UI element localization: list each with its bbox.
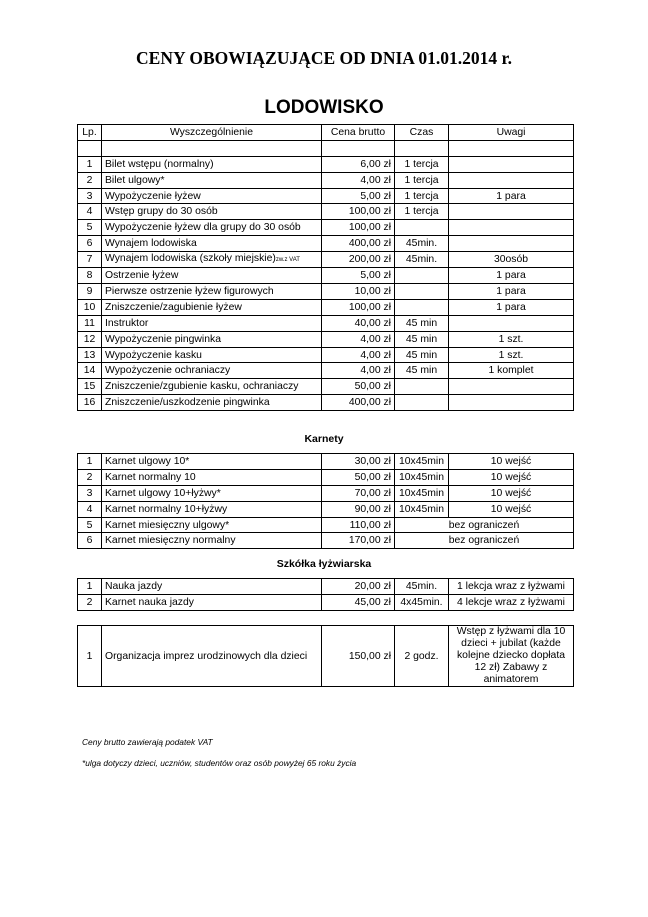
row-lp: 1 — [78, 454, 102, 470]
row-note: Wstęp z łyżwami dla 10 dzieci + jubilat (każde kolejne dziecko dopłata 12 zł) Zabawy z animatorem — [449, 626, 574, 687]
row-name: Bilet wstępu (normalny) — [102, 156, 322, 172]
table-row — [78, 579, 574, 595]
row-name: Pierwsze ostrzenie łyżew figurowych — [102, 284, 322, 300]
row-note — [449, 315, 574, 331]
row-lp: 9 — [78, 284, 102, 300]
row-note: 10 wejść — [449, 485, 574, 501]
table-row — [78, 204, 574, 220]
row-name: Karnet ulgowy 10+łyżwy* — [102, 485, 322, 501]
row-time: 10x45min — [395, 469, 449, 485]
row-time: 45 min — [395, 347, 449, 363]
table-header-row — [78, 125, 574, 141]
row-time: 2 godz. — [395, 626, 449, 687]
row-note: 1 szt. — [449, 347, 574, 363]
table-row — [78, 347, 574, 363]
row-lp: 2 — [78, 594, 102, 610]
price-table-szkolka — [77, 578, 574, 611]
row-name: Instruktor — [102, 315, 322, 331]
row-lp: 2 — [78, 172, 102, 188]
row-note: bez ograniczeń — [395, 517, 574, 533]
row-name: Karnet miesięczny normalny — [102, 533, 322, 549]
table-row — [78, 363, 574, 379]
row-lp: 1 — [78, 626, 102, 687]
row-name-text: Wynajem lodowiska (szkoły miejskie) — [105, 253, 276, 265]
header-price: Cena brutto — [322, 125, 395, 141]
row-price: 110,00 zł — [322, 517, 395, 533]
table-row — [78, 626, 574, 687]
footnote-vat: Ceny brutto zawierają podatek VAT — [82, 737, 213, 747]
header-name: Wyszczególnienie — [102, 125, 322, 141]
row-price: 100,00 zł — [322, 220, 395, 236]
row-note: 10 wejść — [449, 454, 574, 470]
row-price: 50,00 zł — [322, 379, 395, 395]
row-note — [449, 220, 574, 236]
row-note: 30osób — [449, 252, 574, 268]
row-price: 4,00 zł — [322, 331, 395, 347]
row-name: Wynajem lodowiska — [102, 236, 322, 252]
row-note — [449, 236, 574, 252]
row-time — [395, 395, 449, 411]
row-note: 4 lekcje wraz z łyżwami — [449, 594, 574, 610]
row-note: 1 szt. — [449, 331, 574, 347]
table-row — [78, 156, 574, 172]
table-row — [78, 485, 574, 501]
row-note: 1 komplet — [449, 363, 574, 379]
row-lp: 1 — [78, 579, 102, 595]
row-lp: 3 — [78, 188, 102, 204]
row-lp: 16 — [78, 395, 102, 411]
row-lp: 12 — [78, 331, 102, 347]
row-time: 45 min — [395, 331, 449, 347]
row-note: 1 para — [449, 284, 574, 300]
row-lp: 3 — [78, 485, 102, 501]
row-lp: 14 — [78, 363, 102, 379]
row-lp: 6 — [78, 236, 102, 252]
row-price: 50,00 zł — [322, 469, 395, 485]
row-time: 45min. — [395, 579, 449, 595]
row-lp: 4 — [78, 204, 102, 220]
row-price: 400,00 zł — [322, 236, 395, 252]
table-row — [78, 188, 574, 204]
row-time — [395, 284, 449, 300]
row-name: Wstęp grupy do 30 osób — [102, 204, 322, 220]
row-note: 1 para — [449, 268, 574, 284]
row-lp: 5 — [78, 517, 102, 533]
row-price: 10,00 zł — [322, 284, 395, 300]
row-name: Zniszczenie/zagubienie łyżew — [102, 299, 322, 315]
row-price: 5,00 zł — [322, 268, 395, 284]
row-note — [449, 156, 574, 172]
row-lp: 6 — [78, 533, 102, 549]
row-lp: 13 — [78, 347, 102, 363]
row-name: Karnet miesięczny ulgowy* — [102, 517, 322, 533]
table-row — [78, 469, 574, 485]
header-notes: Uwagi — [449, 125, 574, 141]
table-row — [78, 268, 574, 284]
table-row — [78, 252, 574, 268]
row-name: Nauka jazdy — [102, 579, 322, 595]
row-lp: 8 — [78, 268, 102, 284]
row-note — [449, 204, 574, 220]
row-note: 1 para — [449, 299, 574, 315]
row-time: 10x45min — [395, 485, 449, 501]
table-row — [78, 395, 574, 411]
row-time — [395, 268, 449, 284]
row-price: 4,00 zł — [322, 363, 395, 379]
row-note — [449, 172, 574, 188]
row-time: 1 tercja — [395, 156, 449, 172]
row-name: Zniszczenie/zgubienie kasku, ochraniaczy — [102, 379, 322, 395]
row-price: 400,00 zł — [322, 395, 395, 411]
row-lp: 1 — [78, 156, 102, 172]
row-lp: 7 — [78, 252, 102, 268]
row-price: 70,00 zł — [322, 485, 395, 501]
karnety-heading: Karnety — [304, 433, 344, 445]
table-row — [78, 299, 574, 315]
row-lp: 5 — [78, 220, 102, 236]
table-row — [78, 594, 574, 610]
row-name — [102, 252, 322, 268]
row-price: 90,00 zł — [322, 501, 395, 517]
row-lp: 2 — [78, 469, 102, 485]
table-row — [78, 379, 574, 395]
row-note: bez ograniczeń — [395, 533, 574, 549]
table-row — [78, 284, 574, 300]
row-lp: 15 — [78, 379, 102, 395]
row-lp: 4 — [78, 501, 102, 517]
row-price: 150,00 zł — [322, 626, 395, 687]
row-name: Ostrzenie łyżew — [102, 268, 322, 284]
price-table-main — [77, 124, 574, 411]
row-lp: 10 — [78, 299, 102, 315]
szkolka-heading: Szkółka łyżwiarska — [276, 558, 372, 570]
row-price: 45,00 zł — [322, 594, 395, 610]
row-time — [395, 220, 449, 236]
section-title: LODOWISKO — [264, 97, 384, 118]
row-time: 1 tercja — [395, 204, 449, 220]
row-name: Karnet normalny 10 — [102, 469, 322, 485]
row-time: 45 min — [395, 363, 449, 379]
price-table-karnety — [77, 453, 574, 549]
row-price: 4,00 zł — [322, 347, 395, 363]
row-time: 4x45min. — [395, 594, 449, 610]
table-row — [78, 331, 574, 347]
table-row — [78, 517, 574, 533]
table-row — [78, 315, 574, 331]
header-time: Czas — [395, 125, 449, 141]
row-lp: 11 — [78, 315, 102, 331]
row-name: Bilet ulgowy* — [102, 172, 322, 188]
row-time — [395, 379, 449, 395]
table-row — [78, 172, 574, 188]
row-name: Karnet nauka jazdy — [102, 594, 322, 610]
row-note: 1 lekcja wraz z łyżwami — [449, 579, 574, 595]
row-time: 45min. — [395, 236, 449, 252]
row-name: Wypożyczenie ochraniaczy — [102, 363, 322, 379]
row-name-suffix: zw.z VAT — [275, 257, 300, 264]
row-price: 100,00 zł — [322, 204, 395, 220]
row-note: 1 para — [449, 188, 574, 204]
row-price: 6,00 zł — [322, 156, 395, 172]
row-name: Karnet ulgowy 10* — [102, 454, 322, 470]
row-name: Organizacja imprez urodzinowych dla dzieci — [102, 626, 322, 687]
row-price: 20,00 zł — [322, 579, 395, 595]
table-row — [78, 501, 574, 517]
row-price: 30,00 zł — [322, 454, 395, 470]
table-row — [78, 454, 574, 470]
row-price: 200,00 zł — [322, 252, 395, 268]
row-time: 45min. — [395, 252, 449, 268]
table-row — [78, 533, 574, 549]
row-time: 1 tercja — [395, 172, 449, 188]
row-price: 100,00 zł — [322, 299, 395, 315]
row-price: 4,00 zł — [322, 172, 395, 188]
row-time: 10x45min — [395, 501, 449, 517]
price-table-party — [77, 625, 574, 687]
row-name: Wypożyczenie pingwinka — [102, 331, 322, 347]
row-note: 10 wejść — [449, 469, 574, 485]
row-note — [449, 395, 574, 411]
table-row — [78, 220, 574, 236]
row-name: Karnet normalny 10+łyżwy — [102, 501, 322, 517]
row-price: 5,00 zł — [322, 188, 395, 204]
row-name: Wypożyczenie łyżew dla grupy do 30 osób — [102, 220, 322, 236]
header-lp: Lp. — [78, 125, 102, 141]
row-time: 45 min — [395, 315, 449, 331]
document-title: CENY OBOWIĄZUJĄCE OD DNIA 01.01.2014 r. — [136, 48, 512, 68]
row-time: 10x45min — [395, 454, 449, 470]
row-price: 170,00 zł — [322, 533, 395, 549]
row-note: 10 wejść — [449, 501, 574, 517]
row-price: 40,00 zł — [322, 315, 395, 331]
footnote-discount: *ulga dotyczy dzieci, uczniów, studentów oraz osób powyżej 65 roku życia — [82, 758, 357, 768]
row-time — [395, 299, 449, 315]
row-name: Wypożyczenie łyżew — [102, 188, 322, 204]
spacer-row — [78, 140, 574, 156]
row-name: Wypożyczenie kasku — [102, 347, 322, 363]
row-time: 1 tercja — [395, 188, 449, 204]
row-name: Zniszczenie/uszkodzenie pingwinka — [102, 395, 322, 411]
table-row — [78, 236, 574, 252]
row-note — [449, 379, 574, 395]
